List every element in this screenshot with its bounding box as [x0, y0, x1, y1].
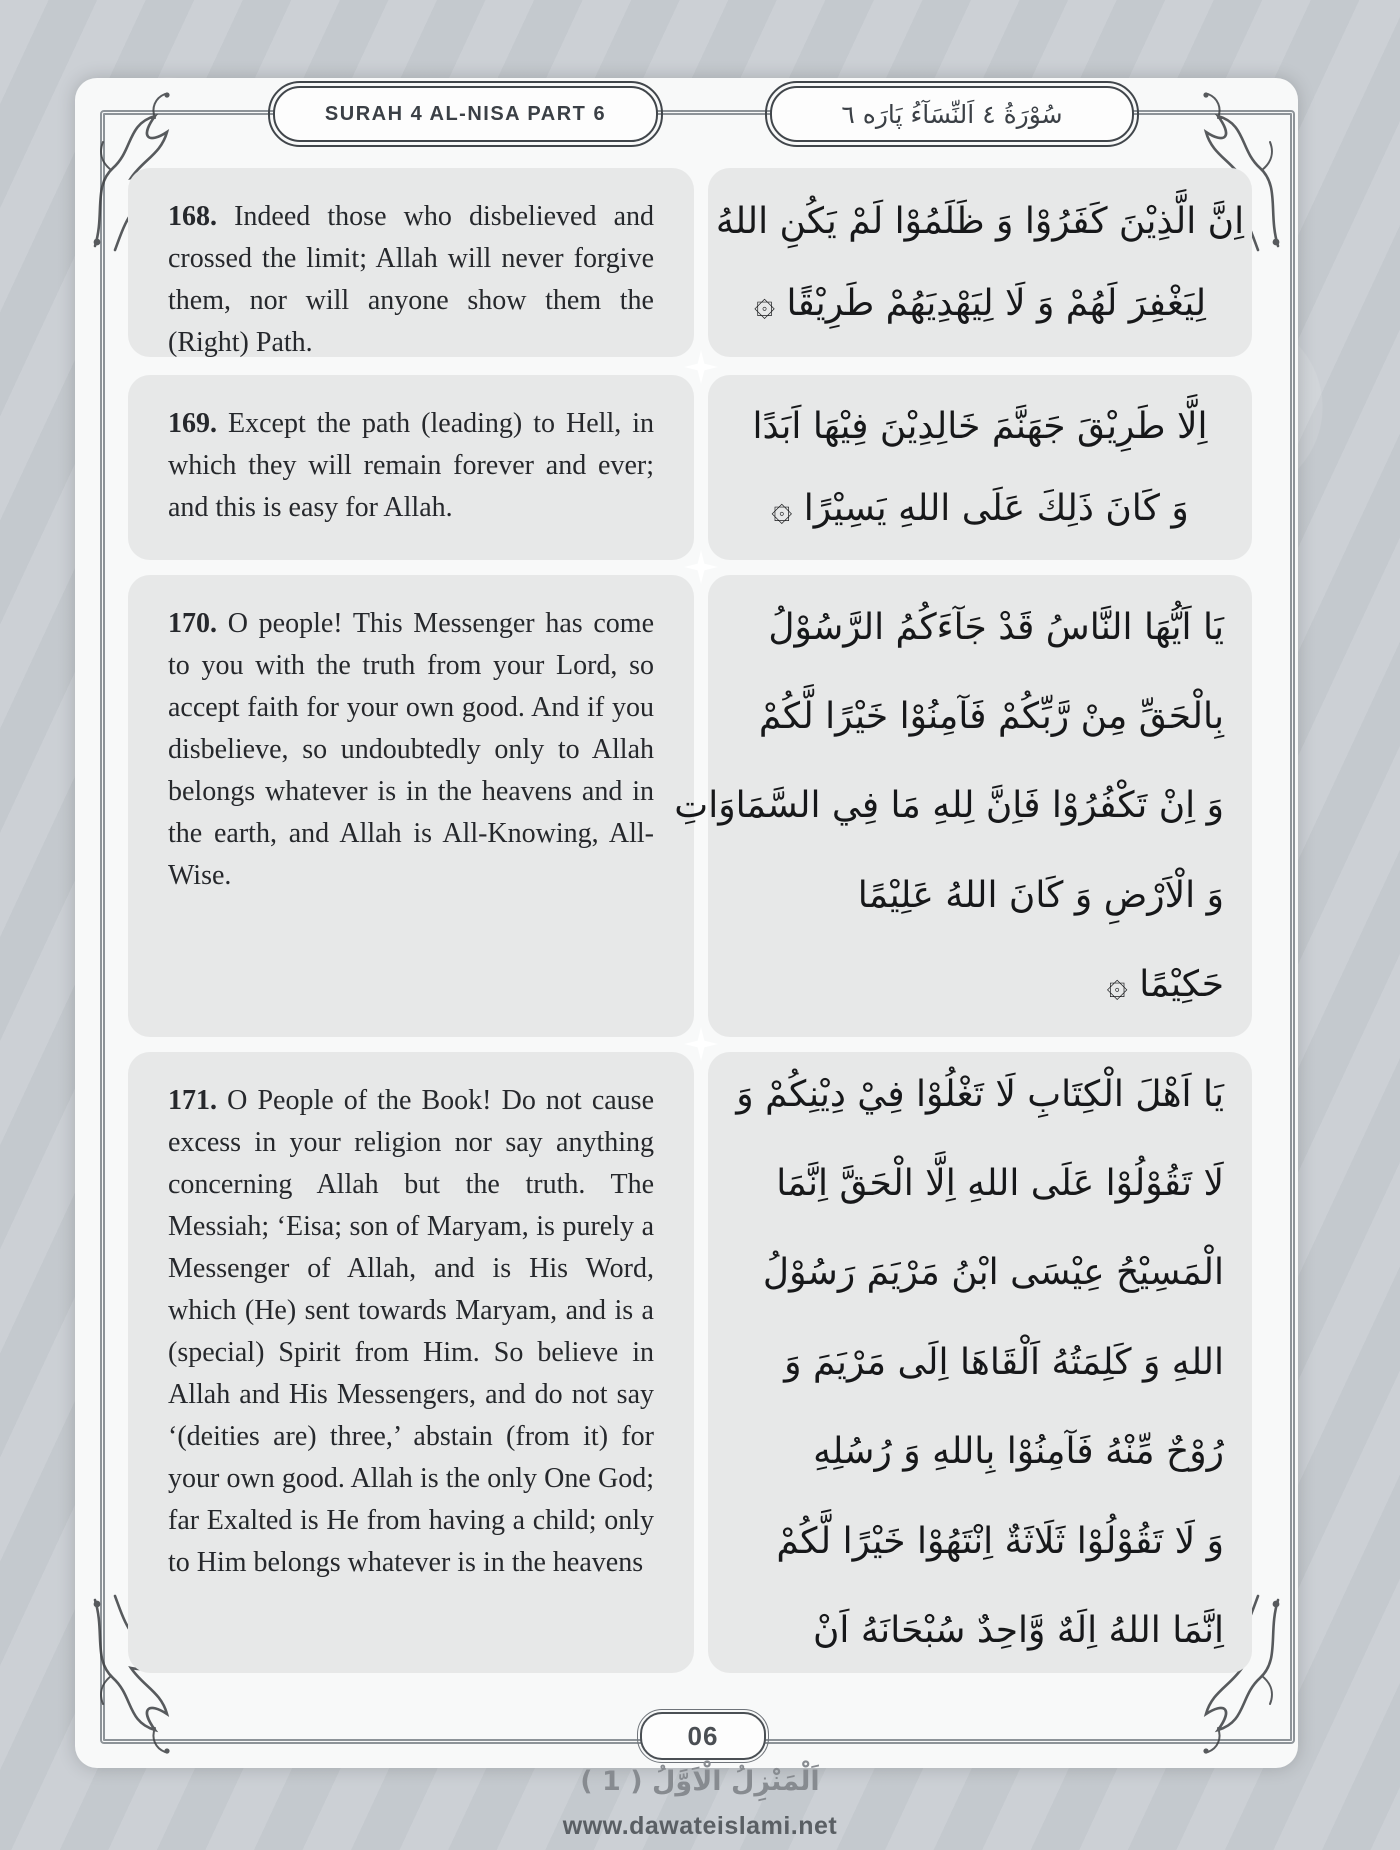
- arabic-line: لِيَغْفِرَ لَهُمْ وَ لَا لِيَهْدِيَهُمْ طَرِيْقًا ۞: [753, 282, 1207, 324]
- verse-translation-text: Except the path (leading) to Hell, in which they will remain forever and ever; and this is easy for Allah.: [168, 408, 655, 523]
- verse-171-translation-block: [128, 1052, 694, 1673]
- verse-168-arabic-block: [708, 168, 1252, 357]
- surah-title-english: SURAH 4 AL-NISA PART 6: [324, 102, 607, 125]
- verse-row-169: [75, 375, 1298, 560]
- surah-title-banner: [273, 86, 658, 142]
- website-url: www.dawateislami.net: [562, 1812, 838, 1840]
- verse-169-translation-block: [128, 375, 694, 560]
- verse-169-arabic-block: [708, 375, 1252, 560]
- verse-168-translation-block: [128, 168, 694, 357]
- verse-number: 171.: [168, 1085, 217, 1116]
- verse-170-translation: [128, 575, 694, 897]
- manzil-label: اَلْمَنْزِلُ الْاَوَّلُ ( 1 ): [580, 1766, 820, 1797]
- arabic-line: وَ لَا تَقُوْلُوْا ثَلَاثَةٌ اِنْتَهُوْا خَيْرًا لَّكُمْ: [776, 1520, 1224, 1562]
- verse-translation-text: O people! This Messenger has come to you with the truth from your Lord, so accept faith for your own good. And if you disbelieve, so undoubtedly only to Allah belongs whatever is in the heavens and in the earth, and Allah is All-Knowing, All-Wise.: [168, 608, 654, 891]
- verse-number: 170.: [168, 608, 217, 639]
- arabic-line: حَكِيْمًا ۞: [1106, 964, 1224, 1006]
- verse-170-translation-block: [128, 575, 694, 1037]
- page-number-badge: [640, 1712, 766, 1760]
- verse-row-170: [75, 575, 1298, 1037]
- quran-page: [75, 78, 1298, 1768]
- verse-171-arabic-block: [708, 1052, 1252, 1673]
- arabic-line: اِنَّ الَّذِيْنَ كَفَرُوْا وَ ظَلَمُوْا لَمْ يَكُنِ اللهُ: [715, 201, 1245, 243]
- verse-168-translation: [128, 168, 694, 364]
- arabic-line: وَ اِنْ تَكْفُرُوْا فَاِنَّ لِلهِ مَا فِي السَّمَاوَاتِ: [674, 785, 1224, 827]
- verse-translation-text: O People of the Book! Do not cause excess in your religion nor say anything concerning Allah but the truth. The Messiah; ‘Eisa; son of Maryam, is purely a Messenger of Allah, and is His Word, which (He) sent towards Maryam, and is a (special) Spirit from Him. So believe in Allah and His Messengers, and do not say ‘(deities are) three,’ abstain (from it) for your own good. Allah is the only One God; far Exalted is He from having a child; only to Him belongs whatever is in the heavens: [168, 1085, 654, 1578]
- surah-title-arabic: سُوْرَةُ ٤ اَلنِّسَآءُ پَارَه ٦: [841, 99, 1063, 129]
- verse-number: 169.: [168, 408, 217, 439]
- verse-translation-text: Indeed those who disbelieved and crossed the limit; Allah will never forgive them, nor will anyone show them the (Right) Path.: [168, 201, 654, 358]
- arabic-line: وَ كَانَ ذَلِكَ عَلَى اللهِ يَسِيْرًا ۞: [771, 487, 1189, 529]
- page-number: 06: [687, 1720, 719, 1751]
- arabic-line: اِنَّمَا اللهُ اِلَهٌ وَّاحِدٌ سُبْحَانَهُ اَنْ: [812, 1609, 1224, 1651]
- verse-row-171: [75, 1052, 1298, 1673]
- arabic-line: اِلَّا طَرِيْقَ جَهَنَّمَ خَالِدِيْنَ فِيْهَا اَبَدًا: [752, 406, 1208, 448]
- verse-number: 168.: [168, 201, 217, 232]
- arabic-line: اللهِ وَ كَلِمَتُهُ اَلْقَاهَا اِلَى مَرْيَمَ وَ: [784, 1341, 1224, 1383]
- verse-row-168: [75, 168, 1298, 357]
- verse-170-arabic-block: [674, 575, 1252, 1037]
- arabic-line: الْمَسِيْحُ عِيْسَى ابْنُ مَرْيَمَ رَسُوْلُ: [762, 1252, 1224, 1294]
- arabic-line: يَا اَهْلَ الْكِتَابِ لَا تَغْلُوْا فِيْ دِيْنِكُمْ وَ: [736, 1073, 1224, 1115]
- verse-169-translation: [128, 375, 694, 529]
- arabic-line: لَا تَقُوْلُوْا عَلَى اللهِ اِلَّا الْحَقَّ اِنَّمَا: [776, 1163, 1224, 1205]
- arabic-line: وَ الْاَرْضِ وَ كَانَ اللهُ عَلِيْمًا: [857, 874, 1224, 916]
- arabic-line: بِالْحَقِّ مِنْ رَّبِّكُمْ فَآمِنُوْا خَيْرًا لَّكُمْ: [758, 695, 1224, 737]
- arabic-line: يَا اَيُّهَا النَّاسُ قَدْ جَآءَكُمُ الرَّسُوْلُ: [768, 606, 1224, 648]
- verse-171-translation: [128, 1052, 694, 1584]
- surah-title-banner-arabic: [770, 86, 1134, 142]
- arabic-line: رُوْحٌ مِّنْهُ فَآمِنُوْا بِاللهِ وَ رُسُلِهِ: [813, 1431, 1224, 1473]
